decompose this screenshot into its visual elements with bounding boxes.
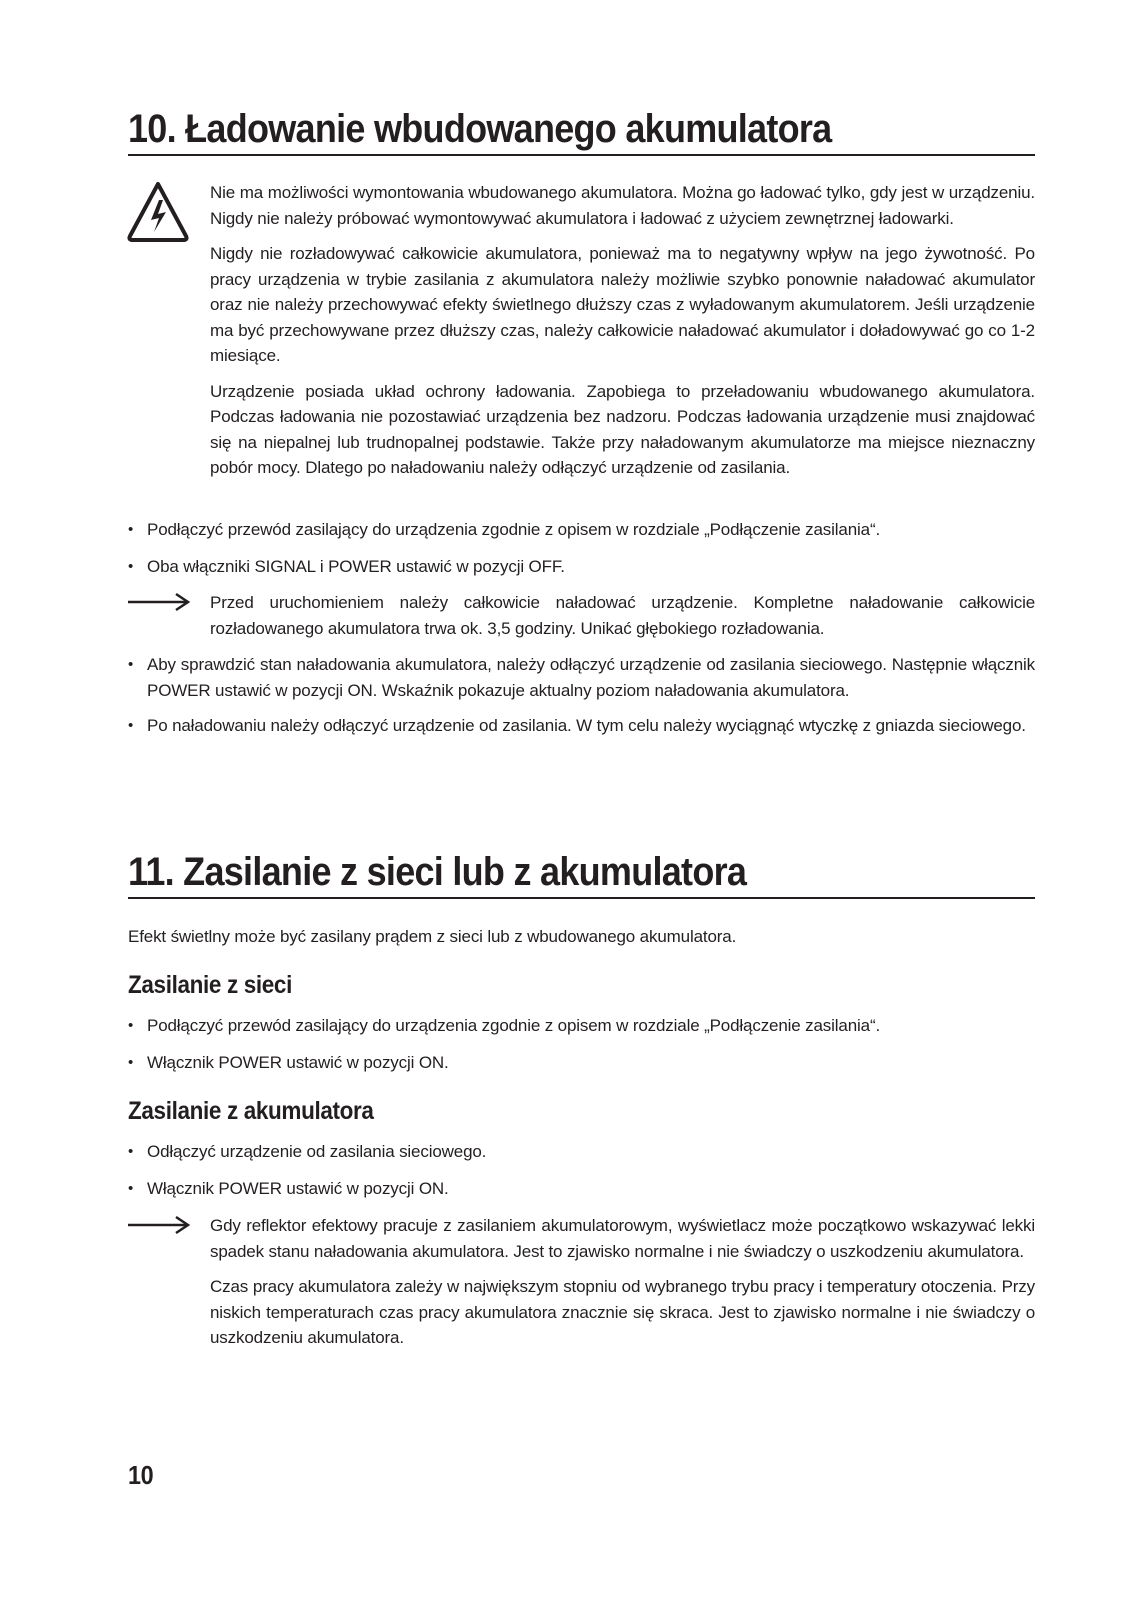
bullet-list-b	[128, 652, 1035, 739]
section-11-intro: Efekt świetlny może być zasilany prądem z sieci lub z wbudowanego akumulatora.	[128, 927, 737, 946]
warning-paragraph: Nigdy nie rozładowywać całkowicie akumulatora, ponieważ ma to negatywny wpływ na jego żywotność. Po pracy urządzenia w trybie zasilania z akumulatora należy możliwie szybko ponownie naładować akumulator oraz nie należy przechowywać efekty świetlnego dłuższy czas z wyładowanym akumulatorem. Jeśli urządzenie ma być przechowywane przez dłuższy czas, należy całkowicie naładować akumulator i doładowywać go co 1-2 miesiące.	[210, 244, 1035, 365]
page-number: 10	[128, 1460, 154, 1490]
mains-heading-block	[128, 970, 1035, 1000]
tip-block	[128, 590, 1035, 641]
section-11-rule	[128, 897, 1035, 899]
mains-bullets	[128, 1013, 1035, 1075]
battery-subtitle: Zasilanie z akumulatora	[128, 1097, 374, 1125]
warning-paragraph: Nie ma możliwości wymontowania wbudowanego akumulatora. Można go ładować tylko, gdy jest w urządzeniu. Nigdy nie należy próbować wymontowywać akumulatora i ładować z użyciem zewnętrznej ładowarki.	[210, 183, 1035, 228]
mains-subtitle: Zasilanie z sieci	[128, 971, 292, 999]
battery-bullets	[128, 1139, 1035, 1201]
battery-tip-block	[128, 1213, 1035, 1351]
list-item: • Odłączyć urządzenie od zasilania sieciowego.	[128, 1139, 1035, 1165]
list-item: • Włącznik POWER ustawić w pozycji ON.	[128, 1050, 1035, 1076]
warning-paragraph: Urządzenie posiada układ ochrony ładowania. Zapobiega to przeładowaniu wbudowanego akumulatora. Podczas ładowania nie pozostawiać urządzenia bez nadzoru. Podczas ładowania urządzenie musi znajdować się na niepalnej lub trudnopalnej podstawie. Także przy naładowanym akumulatorze ma miejsce nieznaczny pobór mocy. Dlatego po naładowaniu należy odłączyć urządzenie od zasilania.	[210, 381, 1035, 477]
list-item: • Włącznik POWER ustawić w pozycji ON.	[128, 1176, 1035, 1202]
battery-heading-block	[128, 1096, 1035, 1126]
section-10-title: 10. Ładowanie wbudowanego akumulatora	[128, 107, 832, 151]
section-11-intro-block	[128, 924, 1035, 950]
list-item: • Podłączyć przewód zasilający do urządzenia zgodnie z opisem w rozdziale „Podłączenie zasilania“.	[128, 1013, 1035, 1039]
battery-tip-paragraph: Gdy reflektor efektowy pracuje z zasilaniem akumulatorowym, wyświetlacz może początkowo wskazywać lekki spadek stanu naładowania akumulatora. Jest to zjawisko normalne i nie świadczy o uszkodzeniu akumulatora.	[210, 1216, 1035, 1261]
battery-tip-paragraph: Czas pracy akumulatora zależy w największym stopniu od wybranego trybu pracy i temperatury otoczenia. Przy niskich temperaturach czas pracy akumulatora znacznie się skraca. Jest to zjawisko normalne i nie świadczy o uszkodzeniu akumulatora.	[210, 1277, 1035, 1347]
section-10-heading	[128, 106, 1035, 152]
warning-text-block	[128, 180, 1035, 481]
section-11-title: 11. Zasilanie z sieci lub z akumulatora	[128, 850, 747, 894]
list-item: • Oba włączniki SIGNAL i POWER ustawić w pozycji OFF.	[128, 554, 1035, 580]
section-11-heading	[128, 849, 1035, 895]
list-item: • Po naładowaniu należy odłączyć urządzenie od zasilania. W tym celu należy wyciągnąć wtyczkę z gniazda sieciowego.	[128, 713, 1035, 739]
list-item: • Aby sprawdzić stan naładowania akumulatora, należy odłączyć urządzenie od zasilania sieciowego. Następnie włącznik POWER ustawić w pozycji ON. Wskaźnik pokazuje aktualny poziom naładowania akumulatora.	[128, 652, 1035, 703]
list-item: • Podłączyć przewód zasilający do urządzenia zgodnie z opisem w rozdziale „Podłączenie zasilania“.	[128, 517, 1035, 543]
section-10-rule	[128, 154, 1035, 156]
bullet-list-a	[128, 517, 1035, 579]
tip-text: Przed uruchomieniem należy całkowicie naładować urządzenie. Kompletne naładowanie całkowicie rozładowanego akumulatora trwa ok. 3,5 godziny. Unikać głębokiego rozładowania.	[210, 593, 1035, 638]
